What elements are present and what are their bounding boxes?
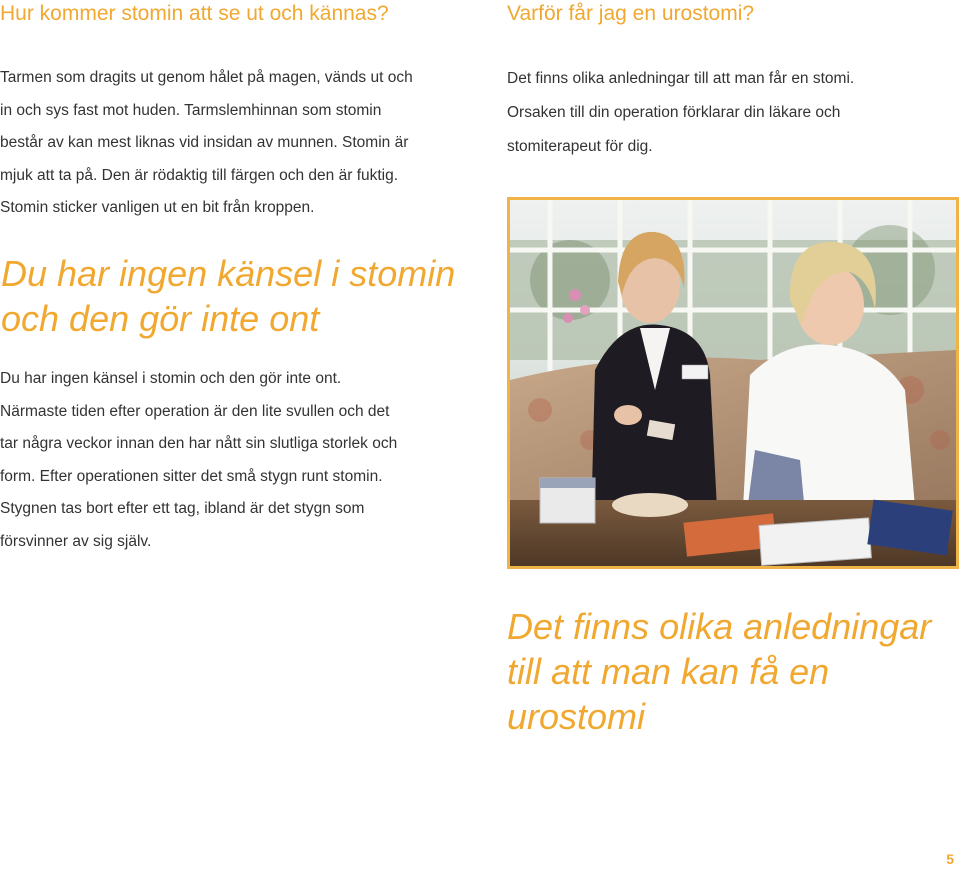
text-line: Närmaste tiden efter operation är den lite svullen och det [0, 402, 390, 420]
consultation-photo [507, 197, 959, 569]
text-line: Du har ingen känsel i stomin och den gör inte ont. [0, 370, 342, 387]
pullquote-line: Du har ingen känsel i stomin [1, 253, 456, 294]
right-paragraph-1 [507, 62, 854, 164]
left-paragraph-1 [0, 62, 413, 225]
photo-illustration [510, 200, 956, 566]
text-line: Stygnen tas bort efter ett tag, ibland är det stygn som [0, 500, 365, 517]
text-line: form. Efter operationen sitter det små stygn runt stomin. [0, 467, 383, 485]
pullquote-line: och den gör inte ont [1, 298, 320, 339]
text-line: Stomin sticker vanligen ut en bit från kroppen. [0, 199, 315, 216]
text-line: består av kan mest liknas vid insidan av munnen. Stomin är [0, 134, 409, 151]
text-line: tar några veckor innan den har nått sin slutliga storlek och [0, 435, 398, 452]
pullquote-line: Det finns olika anledningar [507, 606, 932, 647]
text-line: in och sys fast mot huden. Tarmslemhinnan som stomin [0, 101, 382, 119]
left-heading: Hur kommer stomin att se ut och kännas? [0, 2, 389, 25]
text-line: försvinner av sig själv. [0, 532, 152, 550]
left-pullquote [1, 251, 455, 341]
pullquote-line: urostomi [507, 696, 646, 737]
text-line: Tarmen som dragits ut genom hålet på magen, vänds ut och [0, 69, 413, 86]
text-line: Det finns olika anledningar till att man får en stomi. [507, 70, 855, 87]
text-line: Orsaken till din operation förklarar din läkare och [507, 104, 841, 121]
page-number: 5 [946, 851, 954, 867]
left-paragraph-2 [0, 363, 397, 558]
text-line: mjuk att ta på. Den är rödaktig till färgen och den är fuktig. [0, 166, 399, 184]
right-heading: Varför får jag en urostomi? [507, 2, 755, 25]
text-line: stomiterapeut för dig. [507, 138, 653, 155]
pullquote-line: till att man kan få en [507, 651, 830, 692]
right-pullquote [507, 604, 931, 739]
